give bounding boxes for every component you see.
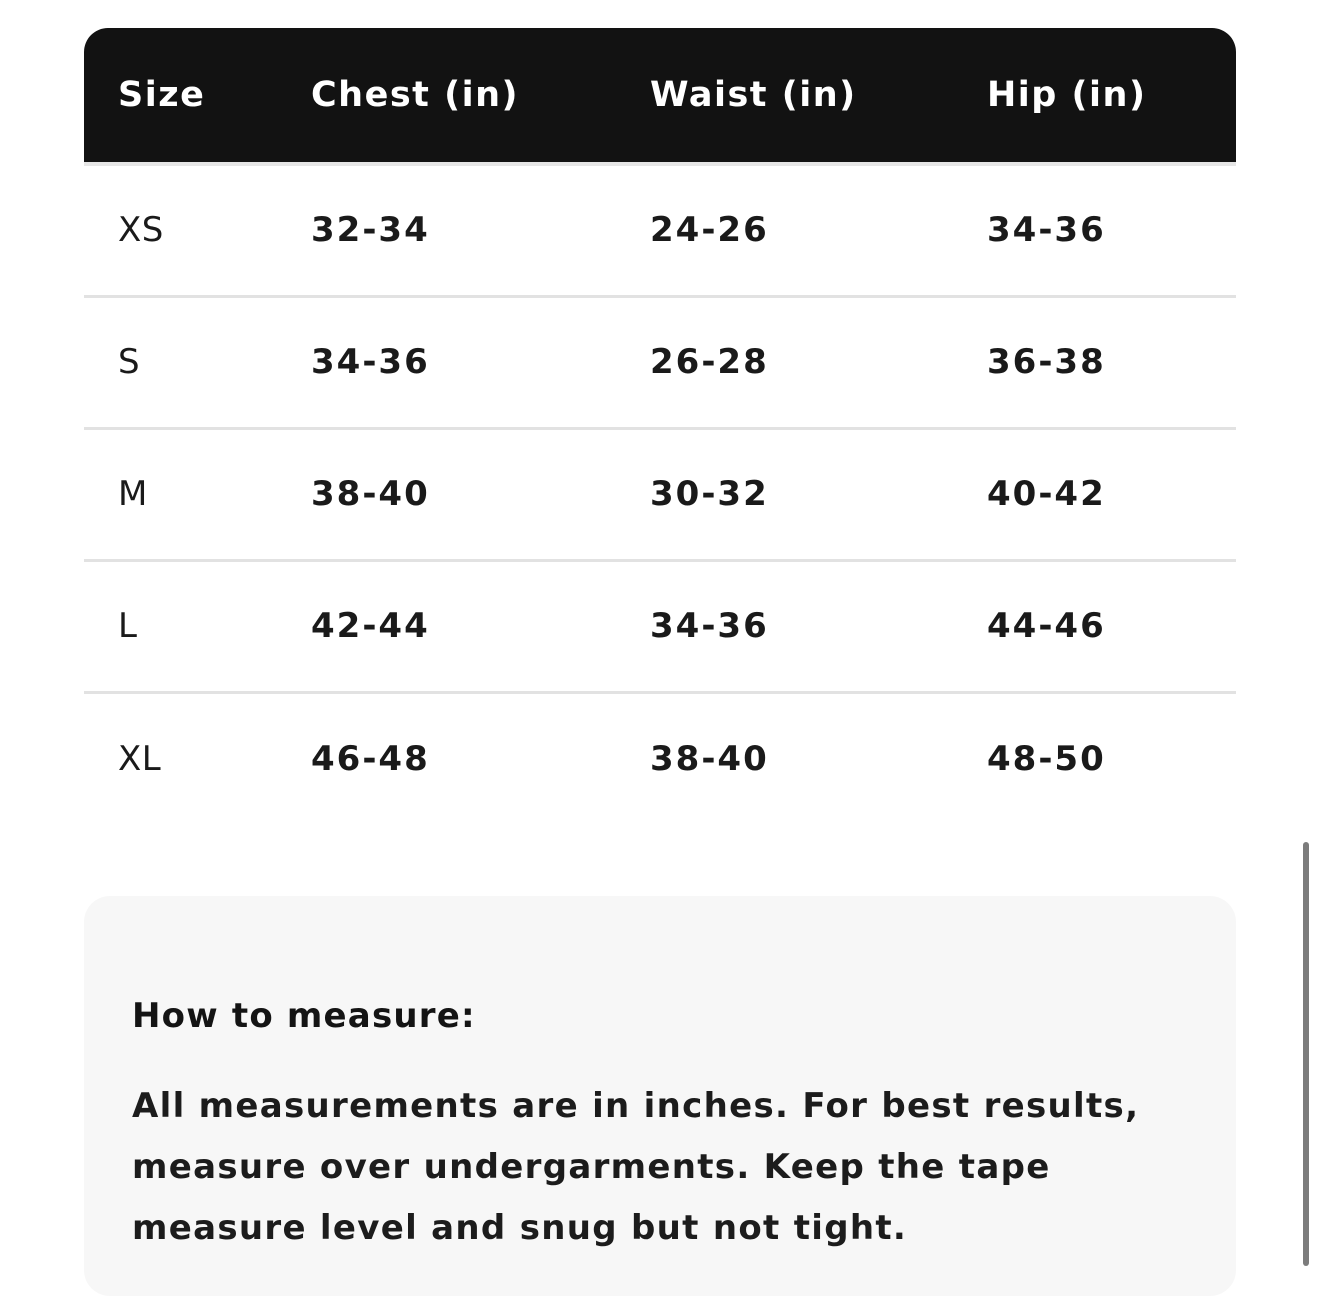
table-body	[84, 164, 1236, 824]
chest-cell: 42-44	[278, 560, 617, 692]
chest-cell: 46-48	[311, 738, 430, 779]
header-row	[84, 28, 1236, 164]
waist-cell: 26-28	[617, 296, 954, 428]
size-cell: S	[84, 296, 278, 428]
header-hip: Hip (in)	[954, 28, 1236, 164]
size-cell: XL	[118, 738, 162, 779]
waist-cell: 30-32	[617, 428, 954, 560]
waist-cell: 38-40	[650, 738, 769, 779]
waist-cell: 34-36	[617, 560, 954, 692]
chest-cell: 34-36	[278, 296, 617, 428]
table-row	[84, 692, 1236, 824]
hip-cell: 36-38	[954, 296, 1236, 428]
how-to-measure-text: All measurements are in inches. For best results, measure over undergarments. Keep the tape measure level and snug but not tight.	[132, 1086, 1140, 1248]
table-row	[84, 164, 1236, 296]
how-to-measure-title: How to measure:	[132, 996, 476, 1036]
size-cell: M	[84, 428, 278, 560]
hip-cell: 44-46	[954, 560, 1236, 692]
size-cell: XS	[84, 164, 278, 296]
chest-cell: 32-34	[278, 164, 617, 296]
header-waist: Waist (in)	[617, 28, 954, 164]
header-size: Size	[84, 28, 278, 164]
size-chart-table	[84, 28, 1236, 824]
header-chest: Chest (in)	[278, 28, 617, 164]
hip-cell: 34-36	[954, 164, 1236, 296]
table-header	[84, 28, 1236, 164]
table-row	[84, 428, 1236, 560]
size-cell: L	[84, 560, 278, 692]
hip-cell: 48-50	[987, 738, 1106, 779]
how-to-measure-panel	[84, 896, 1236, 1296]
hip-cell: 40-42	[954, 428, 1236, 560]
table-row	[84, 560, 1236, 692]
scrollbar-thumb[interactable]	[1303, 842, 1309, 1266]
table-row	[84, 296, 1236, 428]
waist-cell: 24-26	[617, 164, 954, 296]
chest-cell: 38-40	[278, 428, 617, 560]
